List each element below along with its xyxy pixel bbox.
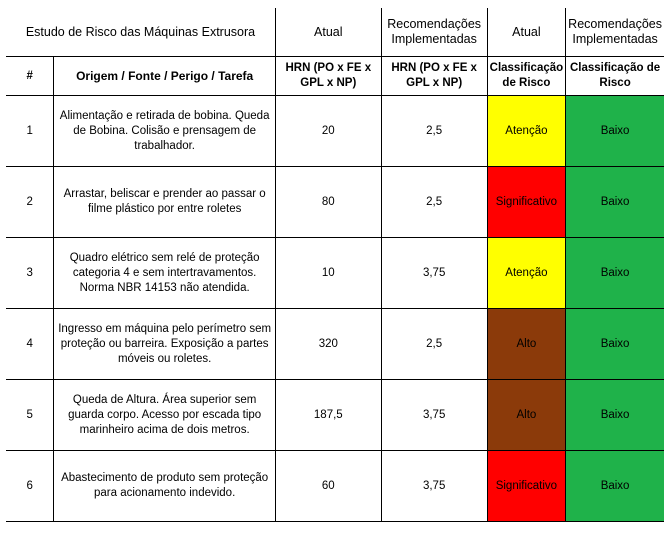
col-cls-rec-header: Classificação de Risco [566, 57, 664, 96]
row-description: Queda de Altura. Área superior sem guarda corpo. Acesso por escada tipo marinheiro acima de dois metros. [54, 380, 276, 451]
table-row [6, 380, 664, 451]
row-description: Alimentação e retirada de bobina. Queda de Bobina. Colisão e prensagem de trabalhador. [54, 96, 276, 167]
header-atual: Atual [275, 8, 381, 57]
header-recomendacoes: Recomendações Implementadas [381, 8, 487, 57]
table-row [6, 238, 664, 309]
row-hrn-rec: 2,5 [381, 309, 487, 380]
title-header-row [6, 8, 664, 57]
row-description: Ingresso em máquina pelo perímetro sem proteção ou barreira. Exposição a partes móveis ou roletes. [54, 309, 276, 380]
row-description: Abastecimento de produto sem proteção para acionamento indevido. [54, 451, 276, 522]
row-hrn-atual: 10 [275, 238, 381, 309]
col-hrn-atual-header: HRN (PO x FE x GPL x NP) [275, 57, 381, 96]
col-origem-header: Origem / Fonte / Perigo / Tarefa [54, 57, 276, 96]
row-cls-atual: Alto [487, 380, 566, 451]
row-cls-atual: Significativo [487, 167, 566, 238]
table-row [6, 451, 664, 522]
row-number: 1 [6, 96, 54, 167]
table-row [6, 96, 664, 167]
row-hrn-rec: 2,5 [381, 96, 487, 167]
row-hrn-atual: 60 [275, 451, 381, 522]
row-cls-atual: Alto [487, 309, 566, 380]
table-row [6, 309, 664, 380]
row-hrn-rec: 3,75 [381, 380, 487, 451]
header-recomendacoes-classificacao: Recomendações Implementadas [566, 8, 664, 57]
row-hrn-rec: 2,5 [381, 167, 487, 238]
row-cls-atual: Significativo [487, 451, 566, 522]
row-description: Arrastar, beliscar e prender ao passar o filme plástico por entre roletes [54, 167, 276, 238]
row-cls-rec: Baixo [566, 96, 664, 167]
row-hrn-rec: 3,75 [381, 451, 487, 522]
row-cls-rec: Baixo [566, 451, 664, 522]
row-hrn-atual: 320 [275, 309, 381, 380]
row-hrn-atual: 187,5 [275, 380, 381, 451]
row-hrn-atual: 80 [275, 167, 381, 238]
row-description: Quadro elétrico sem relé de proteção categoria 4 e sem intertravamentos. Norma NBR 14153 não atendida. [54, 238, 276, 309]
row-number: 4 [6, 309, 54, 380]
row-cls-atual: Atenção [487, 238, 566, 309]
risk-study-table [6, 8, 664, 522]
row-cls-rec: Baixo [566, 238, 664, 309]
row-cls-rec: Baixo [566, 167, 664, 238]
col-cls-atual-header: Classificação de Risco [487, 57, 566, 96]
header-atual-classificacao: Atual [487, 8, 566, 57]
table-title: Estudo de Risco das Máquinas Extrusora [6, 8, 275, 57]
col-num-header: # [6, 57, 54, 96]
row-cls-rec: Baixo [566, 380, 664, 451]
row-number: 2 [6, 167, 54, 238]
row-cls-atual: Atenção [487, 96, 566, 167]
row-cls-rec: Baixo [566, 309, 664, 380]
row-number: 6 [6, 451, 54, 522]
table-row [6, 167, 664, 238]
column-header-row [6, 57, 664, 96]
col-hrn-rec-header: HRN (PO x FE x GPL x NP) [381, 57, 487, 96]
row-hrn-rec: 3,75 [381, 238, 487, 309]
row-hrn-atual: 20 [275, 96, 381, 167]
row-number: 3 [6, 238, 54, 309]
row-number: 5 [6, 380, 54, 451]
